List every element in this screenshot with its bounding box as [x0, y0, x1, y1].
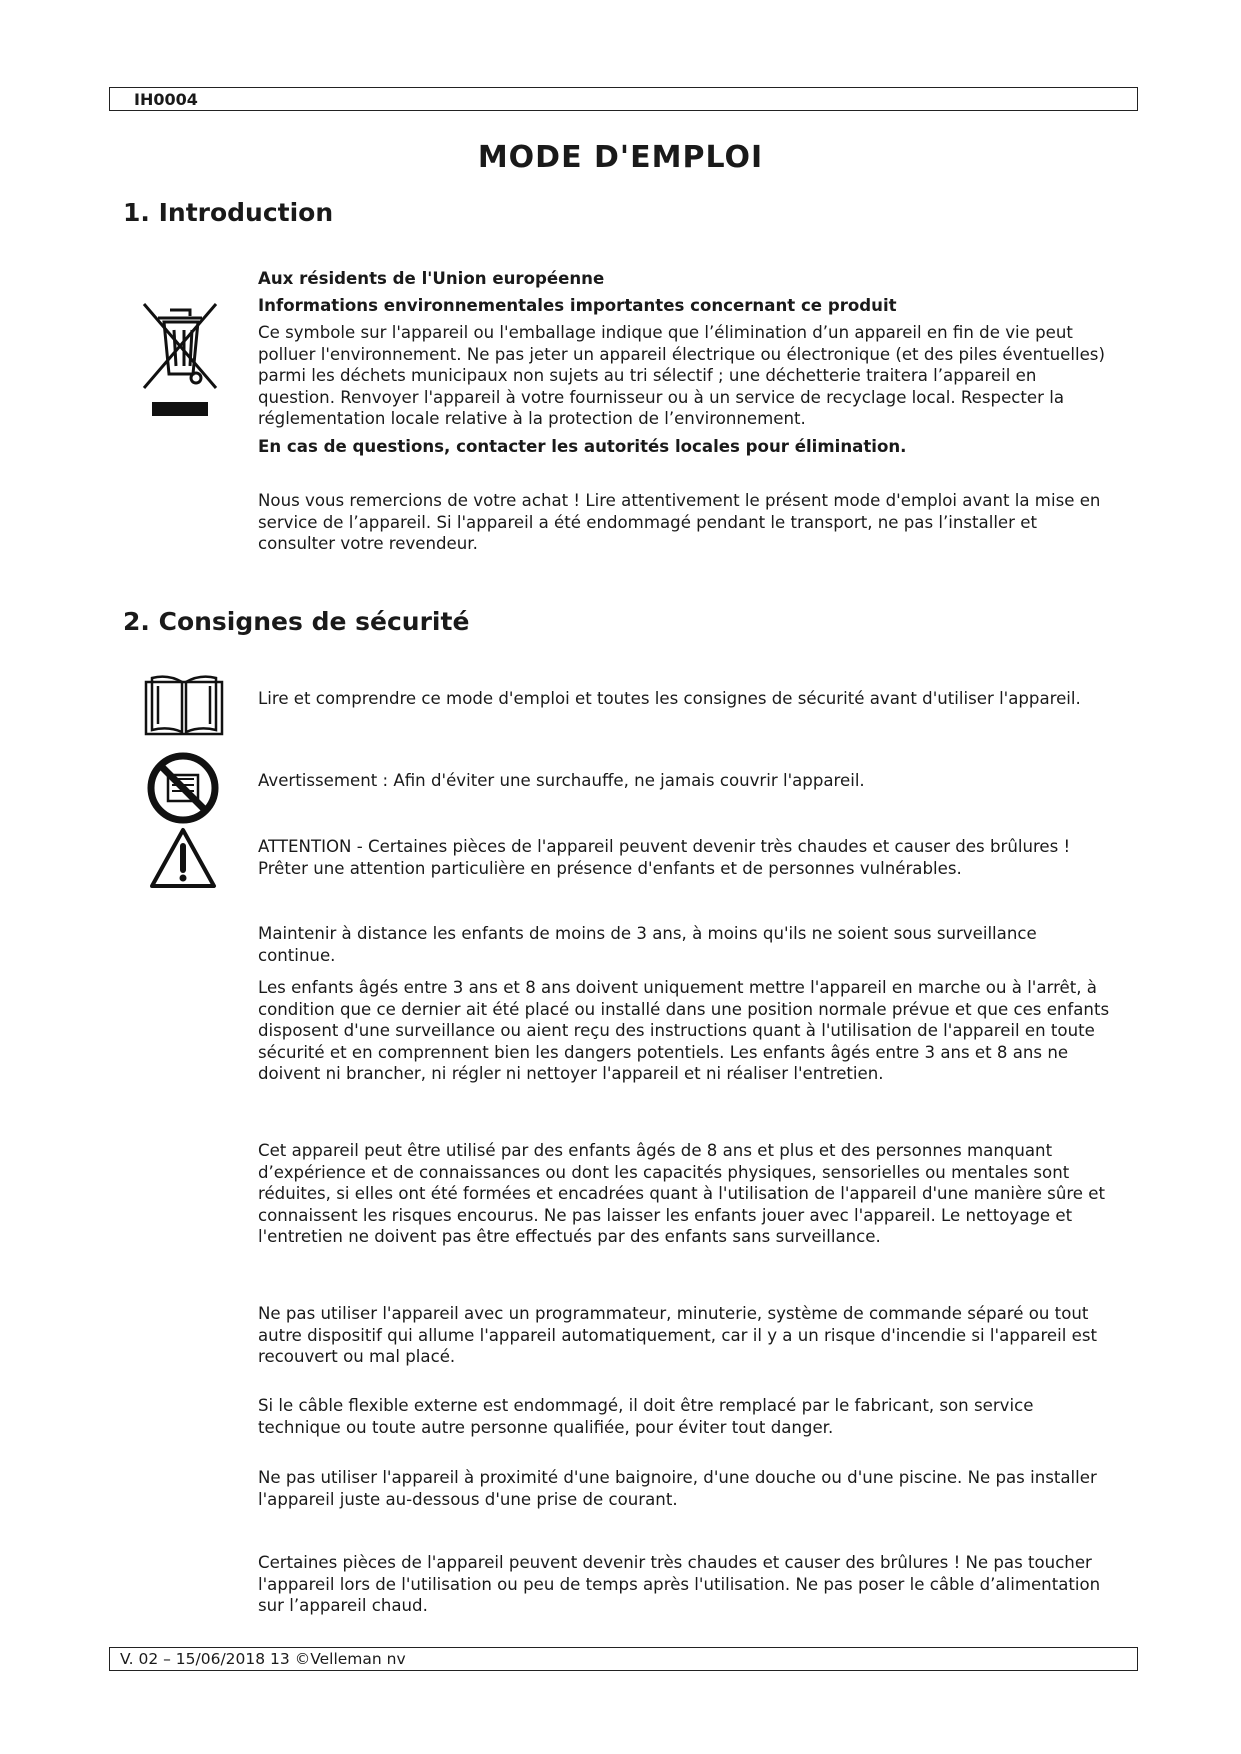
- safety-paragraph-timer: Ne pas utiliser l'appareil avec un programmateur, minuterie, système de commande séparé ou tout autre dispositif qui allume l'appareil automatiquement, car il y a un risque d'incendie si l'appareil est recouvert ou mal placé.: [258, 1304, 1097, 1366]
- safety-paragraph-children-over-8: Cet appareil peut être utilisé par des enfants âgés de 8 ans et plus et des personnes manquant d’expérience et de connaissances ou dont les capacités physiques, sensorielles ou mentales sont réduites, si elles ont été formées et encadrées quant à l'utilisation de l'appareil d'une manière sûre et connaissent les risques encourus. Ne pas laisser les enfants jouer avec l'appareil. Le nettoyage et l'entretien ne doivent pas être effectués par des enfants sans surveillance.: [258, 1141, 1105, 1246]
- safety-paragraph-bathroom: Ne pas utiliser l'appareil à proximité d'une baignoire, d'une douche ou d'une piscine. Ne pas installer l'appareil juste au-dessous d'une prise de courant.: [258, 1468, 1097, 1509]
- page-header: [109, 87, 1138, 111]
- eu-residents-heading: Aux résidents de l'Union européenne: [258, 269, 605, 288]
- warning-triangle-icon: [148, 826, 218, 890]
- section-heading-introduction: 1. Introduction: [123, 198, 334, 227]
- environment-info-text: Ce symbole sur l'appareil ou l'emballage indique que l’élimination d’un appareil en fin de vie peut polluer l'environnement. Ne pas jeter un appareil électrique ou électronique (et des piles éventuelles) parmi les déchets municipaux non sujets au tri sélectif ; une déchetterie traitera l’appareil en question. Renvoyer l'appareil à votre fournisseur ou à un service de recyclage local. Respecter la réglementation locale relative à la protection de l’environnement.: [258, 323, 1105, 428]
- footer-version-text: V. 02 – 15/06/2018 13 ©Velleman nv: [120, 1650, 406, 1668]
- safety-read-manual-text: Lire et comprendre ce mode d'emploi et toutes les consignes de sécurité avant d'utiliser l'appareil.: [258, 689, 1081, 708]
- thanks-paragraph: Nous vous remercions de votre achat ! Lire attentivement le présent mode d'emploi avant la mise en service de l’appareil. Si l'appareil a été endommagé pendant le transport, ne pas l’installer et consulter votre revendeur.: [258, 491, 1101, 553]
- safety-overheat-warning-text: Avertissement : Afin d'éviter une surchauffe, ne jamais couvrir l'appareil.: [258, 771, 865, 790]
- safety-hot-parts-text: ATTENTION - Certaines pièces de l'appareil peuvent devenir très chaudes et causer des brûlures ! Prêter une attention particulière en présence d'enfants et de personnes vulnérables.: [258, 837, 1071, 878]
- page-title: MODE D'EMPLOI: [477, 140, 764, 175]
- disposal-contact-text: En cas de questions, contacter les autorités locales pour élimination.: [258, 437, 907, 456]
- environment-info-heading: Informations environnementales importantes concernant ce produit: [258, 296, 897, 315]
- safety-paragraph-children-3-8: Les enfants âgés entre 3 ans et 8 ans doivent uniquement mettre l'appareil en marche ou à l'arrêt, à condition que ce dernier ait été placé ou installé dans une position normale prévue et que ces enfants disposent d'une surveillance ou aient reçu des instructions quant à l'utilisation de l'appareil en toute sécurité et en comprennent bien les dangers potentiels. Les enfants âgés entre 3 ans et 8 ans ne doivent ni brancher, ni régler ni nettoyer l'appareil et ni réaliser l'entretien.: [258, 978, 1110, 1083]
- page-footer: [109, 1647, 1138, 1671]
- safety-paragraph-hot-parts: Certaines pièces de l'appareil peuvent devenir très chaudes et causer des brûlures ! Ne pas toucher l'appareil lors de l'utilisation ou peu de temps après l'utilisation. Ne pas poser le câble d’alimentation sur l’appareil chaud.: [258, 1553, 1101, 1615]
- book-icon: [144, 672, 224, 738]
- safety-paragraph-cable: Si le câble flexible externe est endommagé, il doit être remplacé par le fabricant, son service technique ou toute autre personne qualifiée, pour éviter tout danger.: [258, 1396, 1034, 1437]
- do-not-cover-icon: [146, 751, 220, 825]
- safety-paragraph-children-under-3: Maintenir à distance les enfants de moins de 3 ans, à moins qu'ils ne soient sous surveillance continue.: [258, 924, 1037, 965]
- weee-crossed-bin-icon: [140, 300, 220, 422]
- document-code: IH0004: [134, 90, 198, 109]
- section-heading-safety: 2. Consignes de sécurité: [123, 607, 470, 636]
